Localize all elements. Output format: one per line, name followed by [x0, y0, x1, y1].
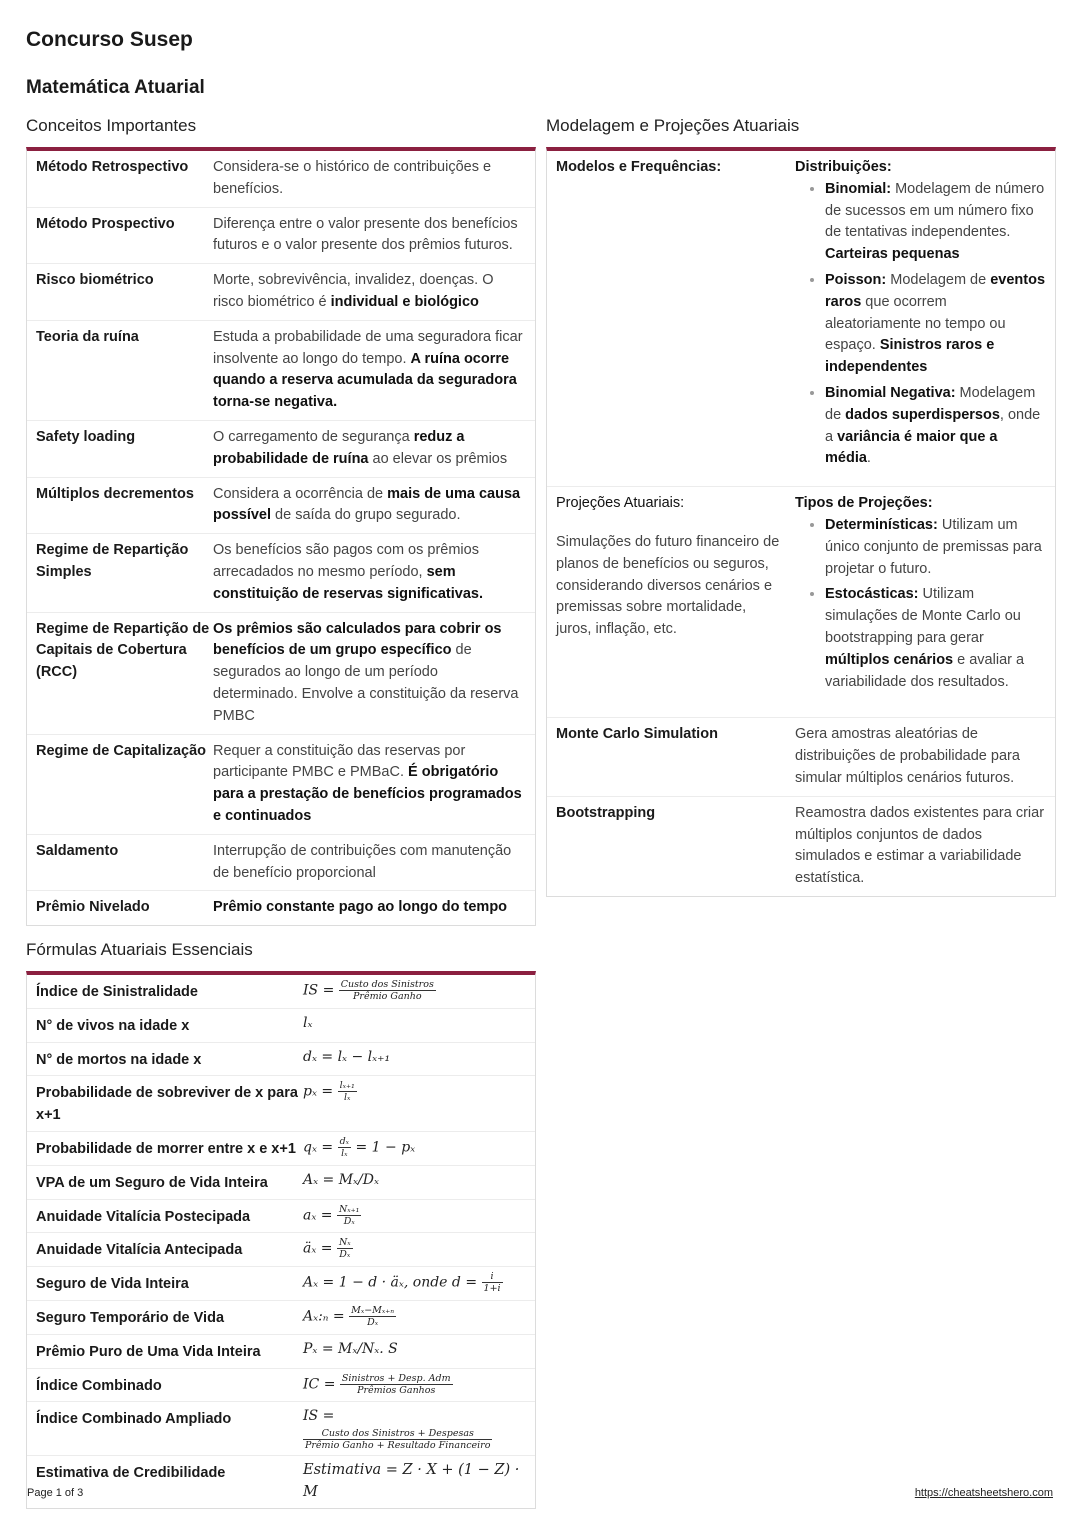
table-row [27, 264, 535, 321]
formula: Aₓ = 1 − d · äₓ, onde d = $\frac{i}{1+i}$ [303, 1271, 501, 1295]
row-key: Safety loading [36, 428, 136, 445]
row-key: Método Prospectivo [36, 215, 175, 232]
table-row [547, 797, 1055, 896]
row-key: Anuidade Vitalícia Postecipada [36, 1208, 251, 1225]
row-key: Bootstrapping [556, 804, 656, 821]
table-row [27, 1335, 535, 1369]
table-row [27, 534, 535, 612]
table-row [27, 1402, 535, 1456]
distribuicoes-list [795, 179, 1046, 470]
table-row [27, 1009, 535, 1043]
formulas-card [26, 971, 536, 1509]
table-row [27, 321, 535, 421]
page-title: Concurso Susep [26, 28, 193, 51]
row-key: Modelos e Frequências: [556, 159, 722, 175]
row-key: Risco biométrico [36, 272, 154, 289]
table-row [27, 735, 535, 835]
table-row [27, 1369, 535, 1403]
table-row [547, 718, 1055, 796]
row-key: Seguro Temporário de Vida [36, 1309, 225, 1326]
row-key: Anuidade Vitalícia Antecipada [36, 1242, 243, 1259]
table-row [27, 1301, 535, 1335]
table-row [27, 1166, 535, 1200]
list-item: • Binomial Negativa: Modelagem de dados superdispersos, onde a variância é maior que a média. [825, 383, 1046, 470]
table-row [27, 1132, 535, 1166]
row-value [795, 493, 1046, 697]
formula: Aₓ = Mₓ/Dₓ [303, 1171, 379, 1188]
formulas-heading: Fórmulas Atuariais Essenciais [26, 940, 253, 959]
formula: Aₓ:ₙ = $\frac{\text{Mₓ−Mₓ₊ₙ}}{\text{Dₓ}}$ [303, 1304, 395, 1328]
row-value [795, 157, 1046, 474]
tipos-list [795, 515, 1046, 693]
row-key: Método Retrospectivo [36, 159, 189, 175]
row-key: Probabilidade de morrer entre x e x+1 [36, 1140, 296, 1157]
row-value: Gera amostras aleatórias de distribuições de probabilidade para simular múltiplos cenários futuros. [795, 726, 1020, 786]
formula: qₓ = $\frac{\text{dₓ}}{\text{lₓ}}$ = 1 − pₓ [303, 1135, 416, 1159]
table-row [27, 421, 535, 478]
projecoes-description: Simulações do futuro financeiro de planos de benefícios ou seguros, considerando diversos cenários e premissas sobre mortalidade, juros, inflação, etc. [556, 533, 780, 638]
table-row [27, 835, 535, 892]
modelagem-card [546, 147, 1056, 897]
row-key: Regime de Capitalização [36, 742, 207, 759]
row-key: Índice de Sinistralidade [36, 984, 198, 1000]
conceitos-card [26, 147, 536, 926]
row-value: Diferença entre o valor presente dos benefícios futuros e o valor presente dos prêmios futuros. [213, 215, 518, 254]
row-key: Múltiplos decrementos [36, 485, 194, 502]
list-item: • Determinísticas: Utilizam um único conjunto de premissas para projetar o futuro. [825, 515, 1046, 580]
formula: Pₓ = Mₓ/Nₓ. S [303, 1340, 398, 1357]
tipos-heading: Tipos de Projeções: [795, 495, 933, 512]
table-row [27, 1200, 535, 1234]
row-key: Monte Carlo Simulation [556, 726, 718, 743]
row-key: Regime de Repartição de Capitais de Cobertura (RCC) [36, 620, 210, 681]
table-row [27, 151, 535, 208]
row-key: VPA de um Seguro de Vida Inteira [36, 1174, 268, 1191]
formula: dₓ = lₓ − lₓ₊₁ [303, 1048, 391, 1065]
row-value: Interrupção de contribuições com manutenção de benefício proporcional [213, 842, 512, 881]
formula: äₓ = $\frac{\text{Nₓ}}{\text{Dₓ}}$ [303, 1237, 351, 1261]
row-key: N° de mortos na idade x [36, 1051, 202, 1068]
page-number: Page 1 of 3 [27, 1487, 84, 1499]
table-row [27, 1076, 535, 1132]
row-key: Teoria da ruína [36, 328, 139, 345]
row-value: Requer a constituição das reservas por participante PMBC e PMBaC. É obrigatório para a prestação de benefícios programados e continuados [213, 742, 522, 824]
conceitos-heading: Conceitos Importantes [26, 116, 197, 135]
page-subtitle: Matemática Atuarial [26, 77, 205, 98]
table-row [27, 1267, 535, 1301]
distribuicoes-heading: Distribuições: [795, 159, 892, 175]
row-value: Os benefícios são pagos com os prêmios arrecadados no mesmo período, sem constituição de reservas significativas. [213, 542, 483, 602]
list-item: • Estocásticas: Utilizam simulações de Monte Carlo ou bootstrapping para gerar múltiplos cenários e avaliar a variabilidade dos resultados. [825, 584, 1046, 693]
table-row [547, 151, 1055, 487]
list-item: • Binomial: Modelagem de número de sucessos em um número fixo de tentativas independentes. Carteiras pequenas [825, 179, 1046, 266]
table-row [27, 613, 535, 735]
row-value: O carregamento de segurança reduz a probabilidade de ruína ao elevar os prêmios [213, 428, 508, 467]
row-value: Os prêmios são calculados para cobrir os benefícios de um grupo específico de segurados ao longo de um período determinado. Envolve a constituição da reserva PMBC [213, 620, 519, 724]
formula: lₓ [303, 1014, 313, 1031]
table-row [547, 487, 1055, 718]
table-row [27, 1043, 535, 1077]
formula: Estimativa = Z · X + (1 − Z) · M [303, 1462, 520, 1501]
list-item: • Poisson: Modelagem de eventos raros que ocorrem aleatoriamente no tempo ou espaço. Sinistros raros e independentes [825, 270, 1046, 379]
row-key: Probabilidade de sobreviver de x para x+1 [36, 1085, 298, 1124]
modelagem-heading: Modelagem e Projeções Atuariais [546, 116, 800, 135]
formula: IS = $\frac{\text{Custo dos Sinistros + Despesas}}{\text{Prêmio Ganho + Resultado Financeiro}}$ [303, 1408, 491, 1452]
row-key: Índice Combinado [36, 1377, 162, 1394]
row-key: N° de vivos na idade x [36, 1017, 190, 1034]
row-value: Prêmio constante pago ao longo do tempo [213, 899, 508, 916]
table-row [27, 1456, 535, 1508]
source-link[interactable]: https://cheatsheetshero.com [914, 1487, 1053, 1499]
row-key: Projeções Atuariais: Simulações do futuro financeiro de planos de benefícios ou seguros, considerando diversos cenários e premissas sobre mortalidade, juros, inflação, etc. [556, 493, 795, 697]
row-value: Reamostra dados existentes para criar múltiplos conjuntos de dados simulados e estimar a variabilidade estatística. [795, 804, 1045, 887]
table-row [27, 478, 535, 535]
row-value: Considera-se o histórico de contribuições e benefícios. [213, 159, 492, 197]
formula: pₓ = $\frac{\text{lₓ₊₁}}{\text{lₓ}}$ [303, 1080, 355, 1104]
formula: IC = $\frac{\text{Sinistros + Desp. Adm}}{\text{Prêmios Ganhos}}$ [303, 1372, 451, 1396]
row-key: Seguro de Vida Inteira [36, 1276, 189, 1293]
row-key: Estimativa de Credibilidade [36, 1465, 226, 1482]
table-row [27, 891, 535, 925]
row-key: Prêmio Nivelado [36, 899, 150, 916]
row-value: Morte, sobrevivência, invalidez, doenças. O risco biométrico é individual e biológico [213, 272, 494, 310]
table-row [27, 975, 535, 1009]
table-row [27, 208, 535, 265]
row-key: Índice Combinado Ampliado [36, 1411, 232, 1428]
row-value: Estuda a probabilidade de uma seguradora ficar insolvente ao longo do tempo. A ruína ocorre quando a reserva acumulada da seguradora torna-se negativa. [213, 328, 523, 411]
table-row [27, 1233, 535, 1267]
row-key: Prêmio Puro de Uma Vida Inteira [36, 1343, 261, 1360]
row-key: Saldamento [36, 842, 119, 859]
row-key: Regime de Repartição Simples [36, 542, 189, 580]
row-value: Considera a ocorrência de mais de uma causa possível de saída do grupo segurado. [213, 485, 521, 524]
formula: aₓ = $\frac{\text{Nₓ₊₁}}{\text{Dₓ}}$ [303, 1203, 360, 1227]
formula: IS = $\frac{\text{Custo dos Sinistros}}{\text{Prêmio Ganho}}$ [303, 979, 434, 1002]
